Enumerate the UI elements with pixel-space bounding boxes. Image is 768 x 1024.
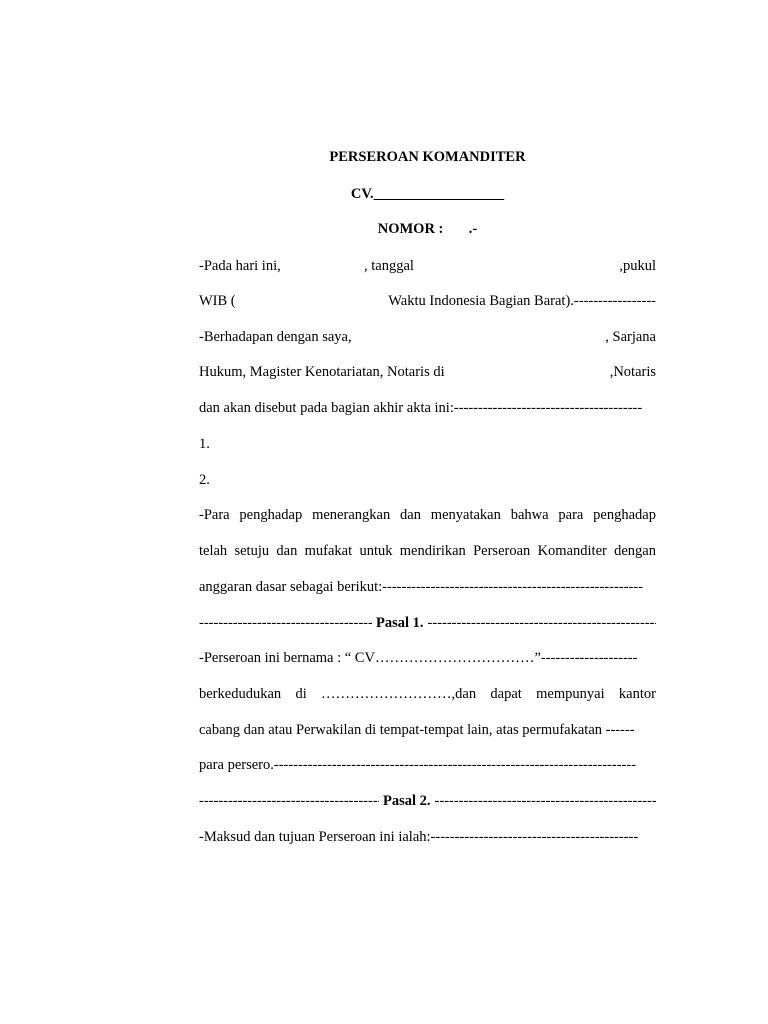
pasal-2-heading bbox=[199, 791, 656, 811]
separator-left bbox=[199, 613, 372, 633]
statement-text: -Para penghadap menerangkan dan menyatakan bahwa para penghadap bbox=[199, 507, 656, 523]
paragraph-line-2 bbox=[199, 291, 656, 311]
paragraph-line-11: cabang dan atau Perwakilan di tempat-tempat lain, atas permufakatan ------ bbox=[199, 722, 635, 738]
pasal-2-title: Pasal 2. bbox=[383, 793, 431, 809]
nomor-line bbox=[199, 219, 656, 239]
paragraph-line-13: -Maksud dan tujuan Perseroan ini ialah:------------------------------------------- bbox=[199, 829, 639, 845]
nomor-label: NOMOR : bbox=[377, 221, 444, 237]
wib-label: WIB ( bbox=[199, 293, 236, 309]
domicile-word: berkedudukan bbox=[199, 686, 282, 702]
separator-left bbox=[199, 791, 379, 811]
office-word: kantor bbox=[618, 686, 656, 702]
paragraph-line-8: anggaran dasar sebagai berikut:------------------------------------------------------ bbox=[199, 579, 643, 595]
time-label: ,pukul bbox=[619, 258, 656, 274]
notary-title-text: Hukum, Magister Kenotariatan, Notaris di bbox=[199, 364, 445, 380]
list-item-1: 1. bbox=[199, 436, 210, 452]
timezone-text: Waktu Indonesia Bagian Barat).----------------- bbox=[388, 293, 656, 309]
date-label: , tanggal bbox=[364, 258, 414, 274]
notary-text: ,Notaris bbox=[609, 364, 656, 380]
paragraph-line-3 bbox=[199, 327, 656, 347]
have-word: mempunyai bbox=[536, 686, 605, 702]
paragraph-line-4 bbox=[199, 362, 656, 382]
agreement-text: telah setuju dan mufakat untuk mendirikan Perseroan Komanditer dengan bbox=[199, 543, 656, 559]
nomor-suffix: .- bbox=[468, 221, 478, 237]
degree-text: , Sarjana bbox=[605, 329, 656, 345]
separator-right bbox=[435, 791, 656, 811]
paragraph-line-5: dan akan disebut pada bagian akhir akta ini:--------------------------------------- bbox=[199, 400, 643, 416]
paragraph-line-10 bbox=[199, 684, 656, 704]
paragraph-line-1 bbox=[199, 256, 656, 276]
day-label: -Pada hari ini, bbox=[199, 258, 281, 274]
domicile-blank: ………………………,dan bbox=[321, 686, 477, 702]
pasal-1-heading bbox=[199, 613, 656, 633]
cv-name-line: CV.__________________ bbox=[350, 186, 505, 202]
appearing-text: -Berhadapan dengan saya, bbox=[199, 329, 352, 345]
in-word: di bbox=[295, 686, 307, 702]
pasal-1-title: Pasal 1. bbox=[376, 615, 424, 631]
paragraph-line-7 bbox=[199, 541, 656, 561]
paragraph-line-12: para persero.--------------------------------------------------------------------------- bbox=[199, 757, 637, 773]
paragraph-line-9: -Perseroan ini bernama : “ CV……………………………”-------------------- bbox=[199, 650, 638, 666]
paragraph-line-6 bbox=[199, 505, 656, 525]
separator-right bbox=[428, 613, 656, 633]
can-word: dapat bbox=[490, 686, 522, 702]
document-title: PERSEROAN KOMANDITER bbox=[329, 149, 526, 165]
list-item-2: 2. bbox=[199, 472, 210, 488]
